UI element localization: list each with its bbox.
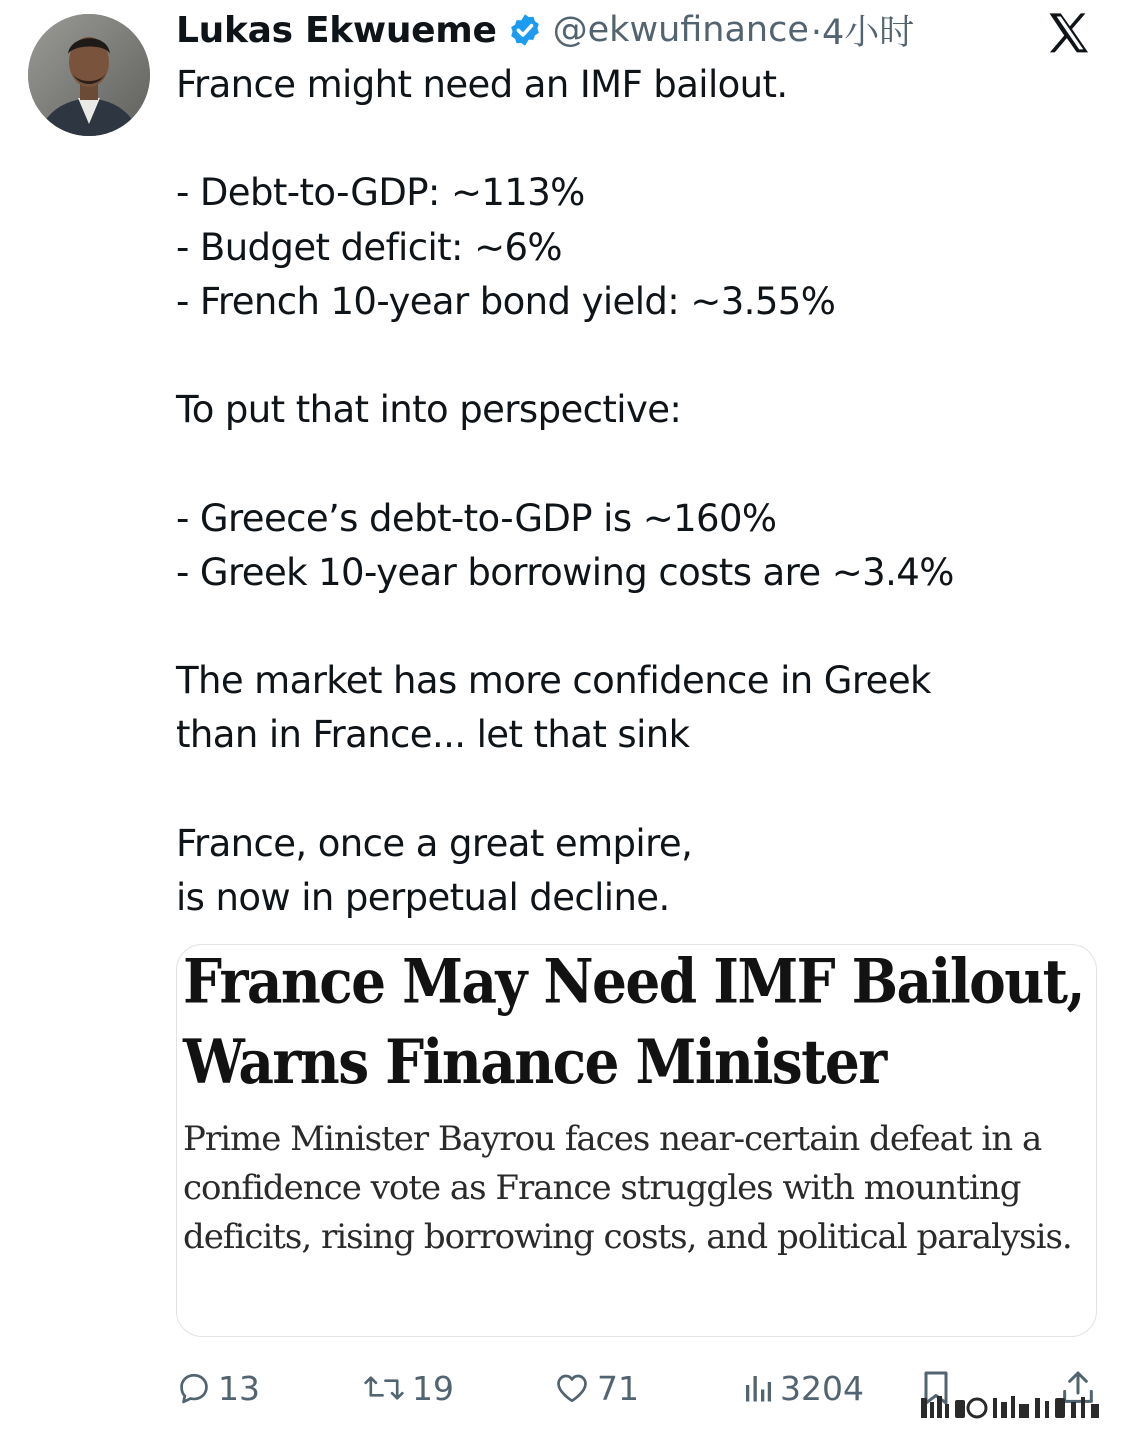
views-button[interactable] xyxy=(742,1360,864,1416)
views-icon xyxy=(742,1370,774,1406)
reply-icon xyxy=(176,1370,212,1406)
tweet-time[interactable]: ·4小时 xyxy=(810,13,915,53)
tweet-header xyxy=(176,6,914,54)
author-handle[interactable]: @ekwufinance xyxy=(552,10,809,50)
like-button[interactable] xyxy=(553,1360,639,1416)
like-count: 71 xyxy=(597,1368,639,1408)
retweet-icon xyxy=(362,1370,406,1406)
verified-badge-icon xyxy=(507,12,543,48)
avatar[interactable] xyxy=(28,14,150,136)
reply-count: 13 xyxy=(218,1368,260,1408)
tweet-text: France might need an IMF bailout. - Debt-to-GDP: ~113% - Budget deficit: ~6% - French 10-year bond yield: ~3.55% To put that into perspective: - Greece’s debt-to-GDP is ~160% - Greek 10-year borrowing costs are ~3.4% The market has more confidence in Greek than in France... let that sink France, once a great empire, is now in perpetual decline. xyxy=(176,63,954,920)
view-count: 3204 xyxy=(780,1368,864,1408)
avatar-photo xyxy=(28,14,150,136)
heart-icon xyxy=(553,1370,591,1406)
author-name[interactable]: Lukas Ekwueme xyxy=(176,9,497,51)
retweet-button[interactable] xyxy=(362,1360,454,1416)
card-headline: France May Need IMF Bailout, Warns Finance Minister xyxy=(183,945,1084,1098)
card-subtitle: Prime Minister Bayrou faces near-certain defeat in a confidence vote as France struggles with mounting deficits, rising borrowing costs, and political paralysis. xyxy=(183,1119,1072,1257)
retweet-count: 19 xyxy=(412,1368,454,1408)
x-logo-icon xyxy=(1043,8,1095,60)
link-card[interactable] xyxy=(176,944,1097,1337)
watermark-icon xyxy=(915,1392,1105,1422)
reply-button[interactable] xyxy=(176,1360,260,1416)
